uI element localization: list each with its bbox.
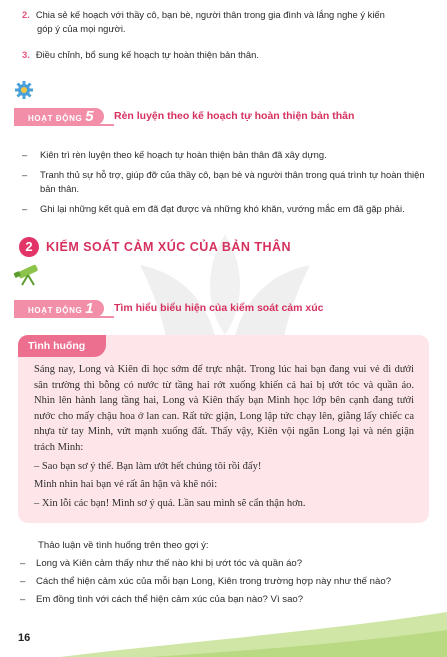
section-title: KIỂM SOÁT CẢM XÚC CỦA BẢN THÂN bbox=[46, 240, 292, 254]
bullet-text: Tranh thủ sự hỗ trợ, giúp đỡ của thầy cô, bạn bè và người thân trong quá trình tự hoàn thiện bbox=[40, 169, 425, 180]
situation-story bbox=[34, 362, 414, 514]
activity-title: Rèn luyện theo kế hoạch tự hoàn thiện bản thân bbox=[114, 110, 355, 122]
discussion-question bbox=[20, 558, 302, 569]
dash-marker: – bbox=[22, 149, 28, 160]
item-number: 2. bbox=[22, 9, 30, 20]
activity5-bullets bbox=[22, 148, 432, 216]
badge-number: 5 bbox=[85, 108, 95, 125]
footer-wave bbox=[0, 612, 447, 657]
bullet-item bbox=[22, 202, 432, 216]
item-text-cont: góp ý của mọi người. bbox=[37, 23, 126, 34]
bullet-text: Ghi lại những kết quả em đã đạt được và những khó khăn, vướng mắc em đã gặp phải. bbox=[40, 203, 405, 214]
discussion-intro: Thảo luận về tình huống trên theo gợi ý: bbox=[38, 540, 209, 551]
bullet-item bbox=[22, 148, 432, 162]
dash-marker: – bbox=[20, 594, 26, 605]
dash-marker: – bbox=[22, 169, 28, 180]
intro-item-3 bbox=[22, 48, 432, 62]
story-paragraph: Minh nhìn hai bạn vẻ rất ân hận và khẽ nói: bbox=[34, 479, 218, 491]
story-paragraph: Sáng nay, Long và Kiên đi học sớm để trực nhật. Trong lúc hai bạn đang vui vẻ đi dưới sân trường thì bỗng có nước từ tầng hai rớt xuống khiến cả hai bị ướt tóc và quần áo. Nhìn lên hành lang tầng hai, Long và Kiên thấy bạn Minh học lớp bên cạnh đang tưới nước cho mấy chậu hoa ở lan can. Rất tức giận, Long lập tức chạy lên, giằng lấy chiếc ca nhựa từ tay Minh, vứt mạnh xuống đất. Thấy vậy, Kiên vội ngăn Long lại và nén giận trách Minh: bbox=[34, 364, 414, 453]
bullet-text: Kiên trì rèn luyện theo kế hoạch tự hoàn thiện bản thân đã xây dựng. bbox=[40, 149, 327, 160]
dash-marker: – bbox=[22, 203, 28, 214]
activity-badge bbox=[14, 300, 104, 317]
badge-word: HOẠT ĐỘNG bbox=[28, 114, 83, 123]
discussion-question bbox=[20, 576, 391, 587]
activity-title: Tìm hiểu biểu hiện của kiểm soát cảm xúc bbox=[114, 302, 324, 314]
section-number-badge: 2 bbox=[19, 237, 39, 257]
item-text: Chia sẻ kế hoạch với thầy cô, bạn bè, người thân trong gia đình và lắng nghe ý kiến bbox=[35, 9, 385, 20]
item-number: 3. bbox=[22, 49, 30, 60]
gear-icon bbox=[14, 80, 34, 100]
situation-label: Tình huống bbox=[18, 335, 106, 357]
badge-word: HOẠT ĐỘNG bbox=[28, 306, 83, 315]
intro-item-2 bbox=[22, 8, 432, 36]
discussion-question bbox=[20, 594, 303, 605]
question-text: Long và Kiên cảm thấy như thế nào khi bị ướt tóc và quần áo? bbox=[36, 558, 303, 569]
activity-badge bbox=[14, 108, 104, 125]
story-dialogue: – Sao bạn sơ ý thế. Bạn làm ướt hết chúng tôi rồi đấy! bbox=[34, 460, 262, 472]
story-dialogue: – Xin lỗi các bạn! Mình sơ ý quá. Lần sau mình sẽ cẩn thận hơn. bbox=[34, 497, 306, 509]
badge-number: 1 bbox=[85, 300, 95, 317]
page-number: 16 bbox=[18, 632, 31, 644]
bullet-text-cont: bản thân. bbox=[40, 183, 80, 194]
question-text: Cách thể hiện cảm xúc của mỗi bạn Long, Kiên trong trường hợp này như thế nào? bbox=[36, 576, 392, 587]
telescope-icon bbox=[12, 262, 44, 286]
dash-marker: – bbox=[20, 558, 26, 569]
dash-marker: – bbox=[20, 576, 26, 587]
bullet-item bbox=[22, 168, 432, 196]
question-text: Em đồng tình với cách thể hiện cảm xúc của bạn nào? Vì sao? bbox=[36, 594, 304, 605]
item-text: Điều chỉnh, bổ sung kế hoạch tự hoàn thiện bản thân. bbox=[35, 49, 259, 60]
